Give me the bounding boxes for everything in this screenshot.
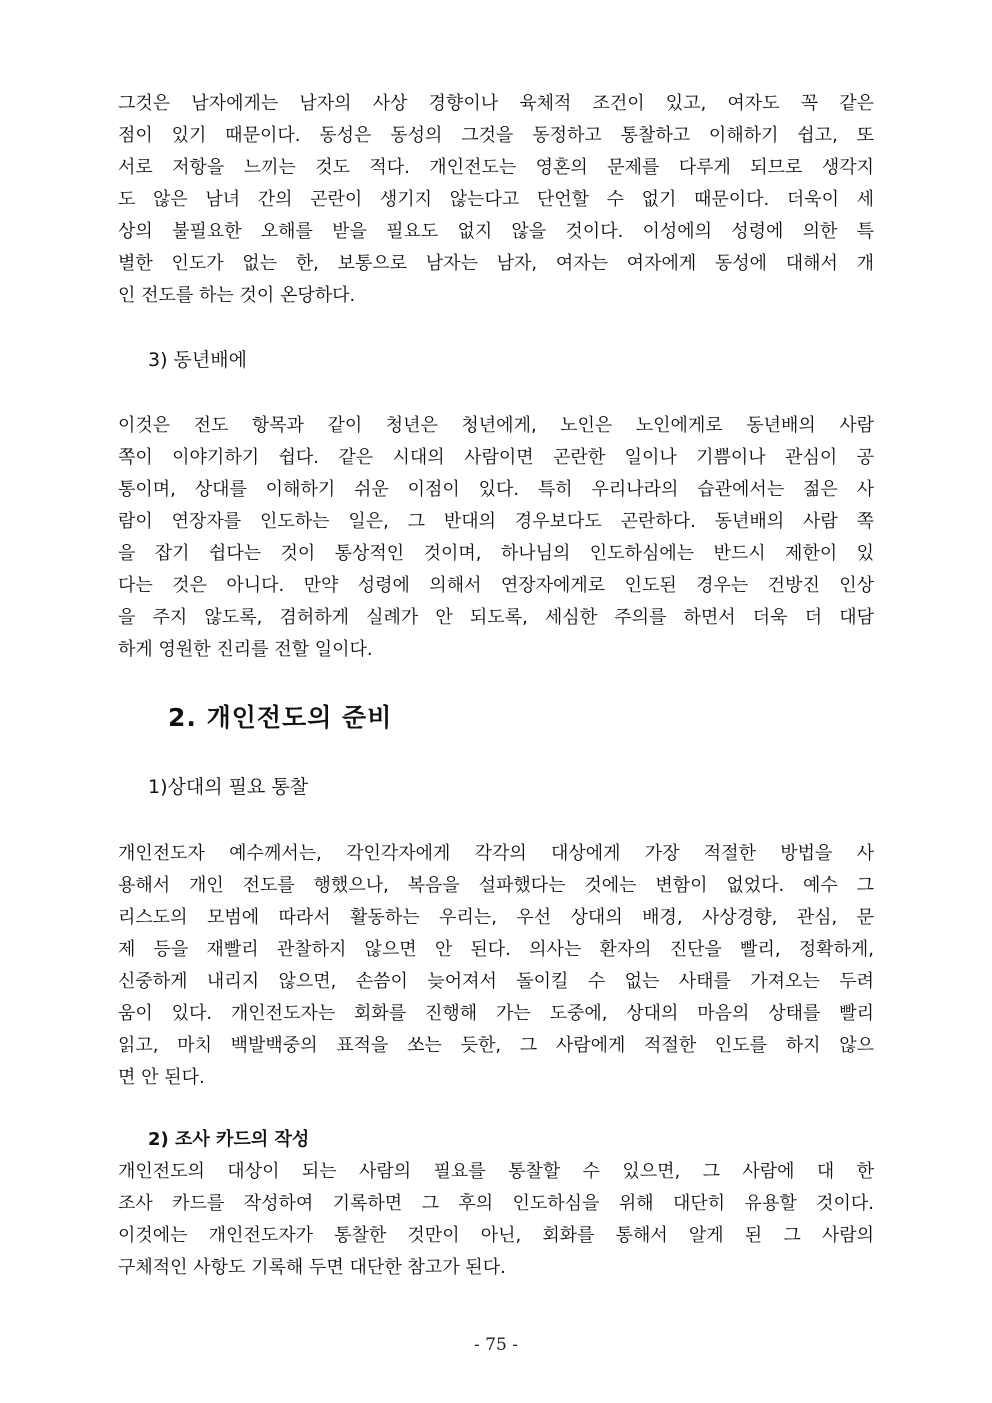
text-line: 쪽이 이야기하기 쉽다. 같은 시대의 사람이면 곤란한 일이나 기쁨이나 관심이 공 — [118, 447, 874, 468]
text-line: 읽고, 마치 백발백중의 표적을 쏘는 듯한, 그 사람에게 적절한 인도를 하지 않으 — [118, 1035, 874, 1056]
text-line: 을 잡기 쉽다는 것이 통상적인 것이며, 하나님의 인도하심에는 반드시 제한이 있 — [118, 543, 874, 564]
page-number: - 75 - — [474, 1335, 518, 1355]
text-line: 제 등을 재빨리 관찰하지 않으면 안 된다. 의사는 환자의 진단을 빨리, 정확하게, — [118, 939, 874, 960]
text-line: 이것은 전도 항목과 같이 청년은 청년에게, 노인은 노인에게로 동년배의 사람 — [118, 415, 874, 436]
text-line: 리스도의 모범에 따라서 활동하는 우리는, 우선 상대의 배경, 사상경향, 관심, 문 — [118, 907, 874, 928]
text-line: 면 안 된다. — [118, 1067, 205, 1088]
text-line: 개인전도의 대상이 되는 사람의 필요를 통찰할 수 있으면, 그 사람에 대 한 — [118, 1161, 874, 1182]
text-line: 람이 연장자를 인도하는 일은, 그 반대의 경우보다도 곤란하다. 동년배의 사람 쪽 — [118, 511, 874, 532]
text-line: 인 전도를 하는 것이 온당하다. — [118, 285, 356, 306]
text-line: 조사 카드를 작성하여 기록하면 그 후의 인도하심을 위해 대단히 유용할 것이다. — [118, 1193, 874, 1214]
subheading-survey-card: 2) 조사 카드의 작성 — [148, 1129, 310, 1150]
text-line: 별한 인도가 없는 한, 보통으로 남자는 남자, 여자는 여자에게 동성에 대해서 개 — [118, 253, 874, 274]
subheading-perceive-needs: 1)상대의 필요 통찰 — [148, 776, 309, 798]
text-line: 도 않은 남녀 간의 곤란이 생기지 않는다고 단언할 수 없기 때문이다. 더욱이 세 — [118, 189, 874, 210]
text-line: 움이 있다. 개인전도자는 회화를 진행해 가는 도중에, 상대의 마음의 상태를 빨리 — [118, 1003, 874, 1024]
text-line: 하게 영원한 진리를 전할 일이다. — [118, 639, 373, 660]
text-line: 신중하게 내리지 않으면, 손씀이 늦어져서 돌이킬 수 없는 사태를 가져오는 두려 — [118, 971, 874, 992]
text-line: 그것은 남자에게는 남자의 사상 경향이나 육체적 조건이 있고, 여자도 꼭 같은 — [118, 93, 874, 114]
text-line: 상의 불필요한 오해를 받을 필요도 없지 않을 것이다. 이성에의 성령에 의한 특 — [118, 221, 874, 242]
text-line: 구체적인 사항도 기록해 두면 대단한 참고가 된다. — [118, 1257, 506, 1278]
text-line: 통이며, 상대를 이해하기 쉬운 이점이 있다. 특히 우리나라의 습관에서는 젊은 사 — [118, 479, 874, 500]
text-line: 이것에는 개인전도자가 통찰한 것만이 아닌, 회화를 통해서 알게 된 그 사람의 — [118, 1225, 874, 1246]
subheading-same-age: 3) 동년배에 — [148, 349, 247, 371]
text-line: 서로 저항을 느끼는 것도 적다. 개인전도는 영혼의 문제를 다루게 되므로 생각지 — [118, 157, 874, 178]
text-line: 용해서 개인 전도를 행했으나, 복음을 설파했다는 것에는 변함이 없었다. 예수 그 — [118, 875, 874, 896]
text-line: 개인전도자 예수께서는, 각인각자에게 각각의 대상에게 가장 적절한 방법을 사 — [118, 843, 874, 864]
section-heading: 2. 개인전도의 준비 — [168, 703, 393, 732]
text-line: 을 주지 않도록, 겸허하게 실례가 안 되도록, 세심한 주의를 하면서 더욱 더 대담 — [118, 607, 874, 628]
text-line: 다는 것은 아니다. 만약 성령에 의해서 연장자에게로 인도된 경우는 건방진 인상 — [118, 575, 874, 596]
text-line: 점이 있기 때문이다. 동성은 동성의 그것을 동정하고 통찰하고 이해하기 쉽고, 또 — [118, 125, 874, 146]
